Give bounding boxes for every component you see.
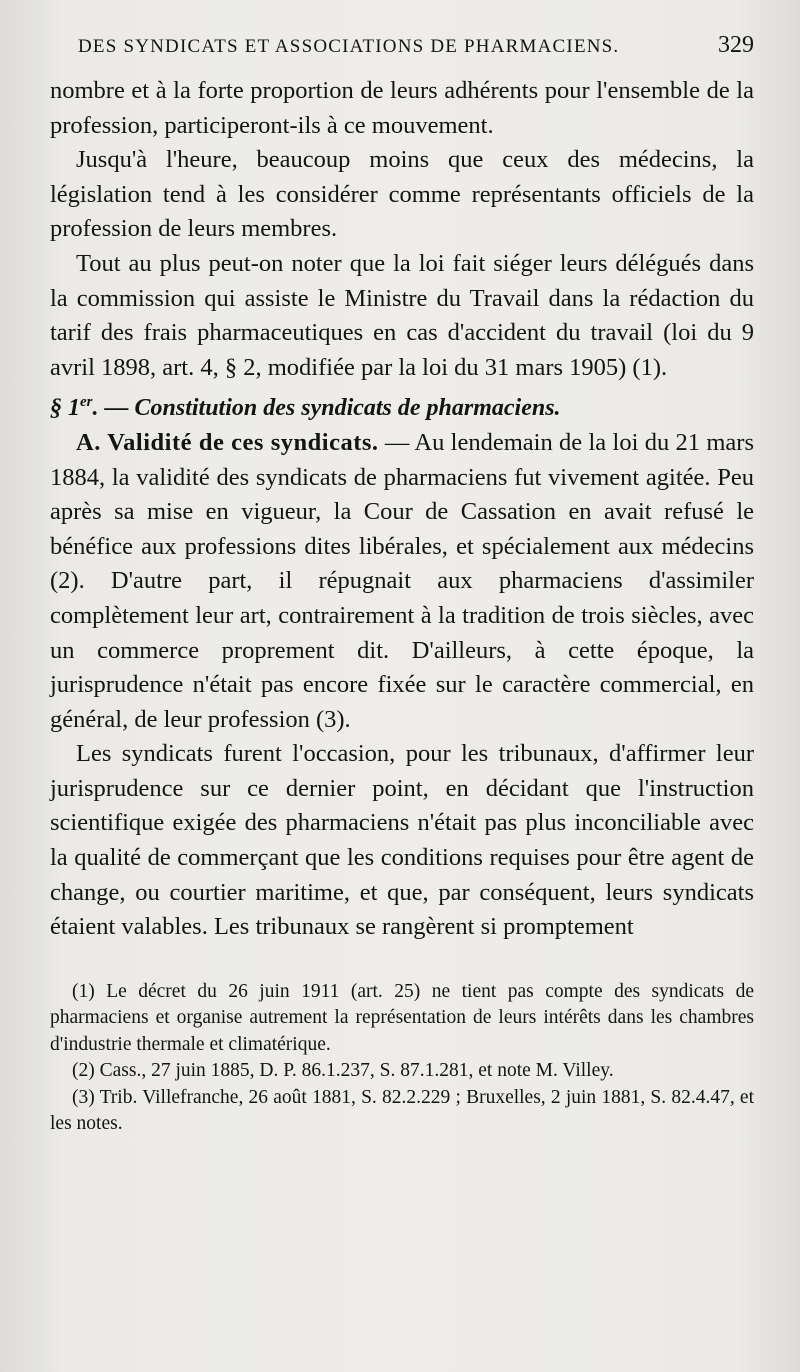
paragraph-3: Tout au plus peut-on noter que la loi fait siéger leurs délégués dans la commission qui assiste le Ministre du Travail dans la rédaction du tarif des frais pharmaceutiques en cas d'accident du travail (loi du 9 avril 1898, art. 4, § 2, modifiée par la loi du 31 mars 1905) (1). [50, 249, 754, 381]
body-text [50, 74, 754, 945]
subsection-heading: A. Validité de ces syndicats. [76, 428, 379, 456]
paragraph-5: Les syndicats furent l'occasion, pour les tribunaux, d'affirmer leur jurisprudence sur ce dernier point, en décidant que l'instruction scientifique exigée des pharmaciens n'était pas plus inconciliable avec la qualité de commerçant que les conditions requises pour être agent de change, ou courtier maritime, et que, par conséquent, leurs syndicats étaient valables. Les tribunaux se rangèrent si promptement [50, 740, 754, 941]
paragraph-4-text: — Au lendemain de la loi du 21 mars 1884, la validité des syndicats de pharmaciens fut vivement agitée. Peu après sa mise en vigueur, la Cour de Cassation en avait refusé le bénéfice aux professions dites libérales, et spécialement aux médecins (2). D'autre part, il répugnait aux pharmaciens d'assimiler complètement leur art, contrairement à la tradition de trois siècles, avec un commerce proprement dit. D'ailleurs, à cette époque, la jurisprudence n'était pas encore fixée sur le caractère commercial, en général, de leur profession (3). [50, 428, 754, 733]
section-superscript: er [80, 394, 93, 411]
page-number: 329 [718, 32, 754, 58]
footnotes [50, 979, 754, 1138]
footnote-1: (1) Le décret du 26 juin 1911 (art. 25) ne tient pas compte des syndicats de pharmaciens et organise autrement la représentation de leurs intérêts dans les chambres d'industrie thermale et climatérique. [50, 980, 754, 1055]
footnote-3: (3) Trib. Villefranche, 26 août 1881, S. 82.2.229 ; Bruxelles, 2 juin 1881, S. 82.4.47, et les notes. [50, 1086, 754, 1135]
section-sign: § 1 [50, 395, 80, 422]
paragraph-1: nombre et à la forte proportion de leurs adhérents pour l'ensemble de la profession, participeront-ils à ce mouvement. [50, 77, 754, 139]
footnote-2: (2) Cass., 27 juin 1885, D. P. 86.1.237, S. 87.1.281, et note M. Villey. [72, 1060, 614, 1082]
page-header [78, 32, 754, 68]
paragraph-2: Jusqu'à l'heure, beaucoup moins que ceux des médecins, la législation tend à les considérer comme représentants officiels de la profession de leurs membres. [50, 146, 754, 243]
paragraph-4 [50, 426, 754, 737]
running-title: DES SYNDICATS ET ASSOCIATIONS DE PHARMACIENS. [78, 36, 620, 57]
section-title-text: . — Constitution des syndicats de pharmaciens. [92, 395, 561, 422]
section-heading [50, 385, 754, 426]
